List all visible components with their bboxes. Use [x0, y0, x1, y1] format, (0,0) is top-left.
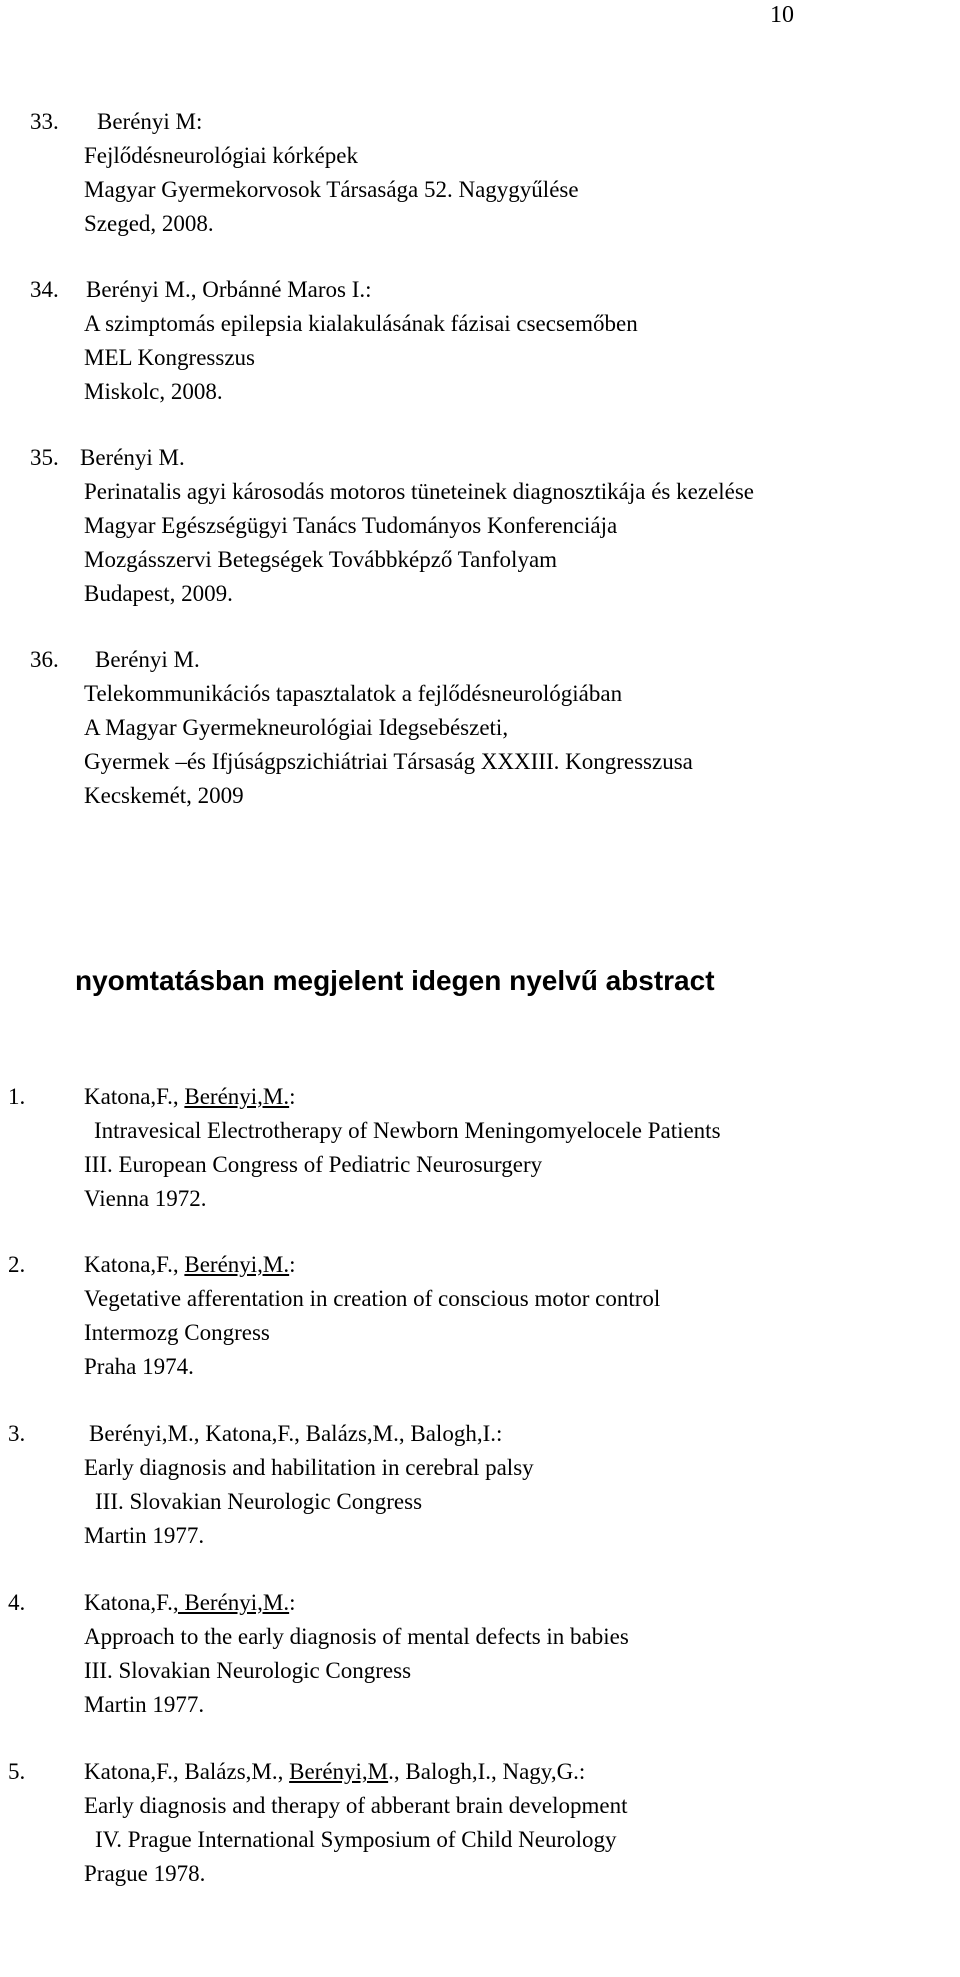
entry-line: Magyar Gyermekorvosok Társasága 52. Nagygyűlése — [84, 177, 579, 202]
entry-line: MEL Kongresszus — [84, 345, 255, 370]
entry-line: Gyermek –és Ifjúságpszichiátriai Társaság XXXIII. Kongresszusa — [84, 749, 693, 774]
entry-line: Prague 1978. — [84, 1861, 206, 1886]
entry-number: 3. — [8, 1421, 26, 1446]
entry-authors: Katona,F., Berényi,M.: — [84, 1252, 296, 1277]
entry-line: Martin 1977. — [84, 1692, 205, 1717]
entry-authors: Berényi M: — [97, 109, 203, 134]
entry-number: 34. — [30, 277, 59, 302]
entry-line: Mozgásszervi Betegségek Továbbképző Tanfolyam — [84, 547, 558, 572]
entry-number: 4. — [8, 1590, 26, 1615]
entry-line: A Magyar Gyermekneurológiai Idegsebészeti, — [84, 715, 509, 740]
entry-authors: Katona,F., Balázs,M., Berényi,M., Balogh,I., Nagy,G.: — [84, 1759, 586, 1784]
entry-line: Perinatalis agyi károsodás motoros tüneteinek diagnosztikája és kezelése — [84, 479, 754, 504]
entry-line: Magyar Egészségügyi Tanács Tudományos Konferenciája — [84, 513, 618, 538]
entry-line: III. European Congress of Pediatric Neurosurgery — [84, 1152, 543, 1177]
entry-line: Early diagnosis and therapy of abberant brain development — [84, 1793, 628, 1818]
entry-authors: Berényi M. — [95, 647, 200, 672]
entry-line: Miskolc, 2008. — [84, 379, 223, 404]
entry-line: Intravesical Electrotherapy of Newborn Meningomyelocele Patients — [94, 1118, 721, 1143]
entry-line: Praha 1974. — [84, 1354, 194, 1379]
entry-number: 36. — [30, 647, 59, 672]
entry-line: Martin 1977. — [84, 1523, 205, 1548]
entry-line: III. Slovakian Neurologic Congress — [84, 1658, 412, 1683]
entry-number: 35. — [30, 445, 59, 470]
entry-authors: Berényi M., Orbánné Maros I.: — [86, 277, 372, 302]
section-heading: nyomtatásban megjelent idegen nyelvű abstract — [75, 965, 715, 996]
entry-line: Szeged, 2008. — [84, 211, 214, 236]
entry-number: 1. — [8, 1084, 26, 1109]
entry-line: Telekommunikációs tapasztalatok a fejlődésneurológiában — [84, 681, 623, 706]
entry-line: Kecskemét, 2009 — [84, 783, 244, 808]
entry-number: 5. — [8, 1759, 26, 1784]
entry-authors: Katona,F., Berényi,M.: — [84, 1590, 296, 1615]
entry-authors: Berényi,M., Katona,F., Balázs,M., Balogh,I.: — [89, 1421, 503, 1446]
entry-line: Vienna 1972. — [84, 1186, 207, 1211]
entry-line: Intermozg Congress — [84, 1320, 270, 1345]
entry-line: Approach to the early diagnosis of mental defects in babies — [84, 1624, 629, 1649]
entry-authors: Katona,F., Berényi,M.: — [84, 1084, 296, 1109]
entry-number: 33. — [30, 109, 59, 134]
entry-line: IV. Prague International Symposium of Child Neurology — [95, 1827, 617, 1852]
page-number: 10 — [770, 2, 794, 28]
entry-authors: Berényi M. — [80, 445, 185, 470]
entry-line: III. Slovakian Neurologic Congress — [95, 1489, 423, 1514]
entry-line: Budapest, 2009. — [84, 581, 233, 606]
entry-line: Vegetative afferentation in creation of conscious motor control — [84, 1286, 661, 1311]
entry-line: A szimptomás epilepsia kialakulásának fázisai csecsemőben — [84, 311, 638, 336]
entry-line: Fejlődésneurológiai kórképek — [84, 143, 359, 168]
entry-number: 2. — [8, 1252, 26, 1277]
entry-line: Early diagnosis and habilitation in cerebral palsy — [84, 1455, 534, 1480]
